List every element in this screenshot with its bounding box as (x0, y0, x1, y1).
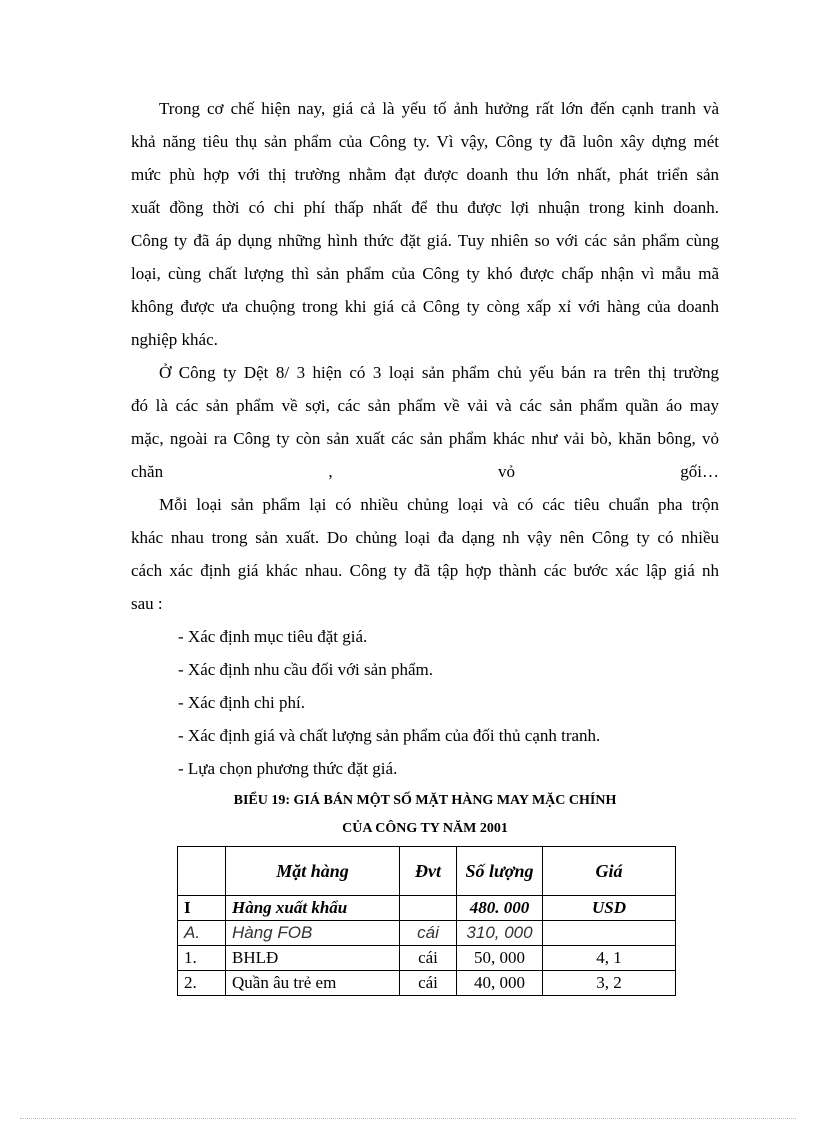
list-item: - Xác định nhu cầu đối với sản phẩm. (178, 660, 433, 679)
text-line: đó là các sản phẩm về sợi, các sản phẩm về vải và các sản phẩm quần áo may (131, 396, 719, 415)
table-cell: cái (400, 921, 457, 946)
price-table (177, 846, 676, 996)
paragraph-pricing-steps (131, 488, 719, 620)
text-line: Công ty đã áp dụng những hình thức đặt giá. Tuy nhiên so với các sản phẩm cùng (131, 231, 719, 250)
text-line: không được ưa chuộng trong khi giá cả Công ty còng xấp xỉ với hàng của doanh (131, 297, 719, 316)
table-header-cell (178, 847, 226, 896)
table-cell: Hàng xuất khẩu (226, 896, 400, 921)
table-cell: A. (178, 921, 226, 946)
table-cell: I (178, 896, 226, 921)
table-row (178, 921, 676, 946)
text-line: Trong cơ chế hiện nay, giá cả là yếu tố ảnh hưởng rất lớn đến cạnh tranh và (159, 99, 719, 118)
table-cell: 480. 000 (457, 896, 543, 921)
table-caption-sub: CỦA CÔNG TY NĂM 2001 (342, 821, 508, 836)
table-cell: 4, 1 (543, 946, 676, 971)
table-cell: Hàng FOB (226, 921, 400, 946)
table-cell: 50, 000 (457, 946, 543, 971)
table-cell (400, 896, 457, 921)
table-header-cell: Số lượng (457, 847, 543, 896)
text-line: xuất đồng thời có chi phí thấp nhất để thu được lợi nhuận trong kinh doanh. (131, 198, 719, 217)
table-cell: 310, 000 (457, 921, 543, 946)
table-row (178, 896, 676, 921)
page-bottom-divider (20, 1118, 796, 1119)
table-header-cell: Mặt hàng (226, 847, 400, 896)
paragraph-price-policy (131, 92, 719, 356)
text-line: khác nhau trong sản xuất. Do chủng loại đa dạng nh vậy nên Công ty có nhiều (131, 528, 719, 547)
table-cell: USD (543, 896, 676, 921)
table-caption: BIỂU 19: GIÁ BÁN MỘT SỐ MẶT HÀNG MAY MẶC CHÍNH (233, 793, 617, 808)
table-cell: cái (400, 971, 457, 996)
text-line: cách xác định giá khác nhau. Công ty đã tập hợp thành các bước xác lập giá nh (131, 561, 719, 580)
text-line: mặc, ngoài ra Công ty còn sản xuất các sản phẩm khác như vải bò, khăn bông, vỏ (131, 429, 719, 448)
table-cell: 2. (178, 971, 226, 996)
table-row (178, 946, 676, 971)
paragraph-product-types (131, 356, 719, 488)
text-line: Mỗi loại sản phẩm lại có nhiều chủng loại và có các tiêu chuẩn pha trộn (159, 495, 719, 514)
text-line: Ở Công ty Dệt 8/ 3 hiện có 3 loại sản phẩm chủ yếu bán ra trên thị trường (159, 363, 719, 382)
list-item: - Xác định giá và chất lượng sản phẩm của đối thủ cạnh tranh. (178, 726, 601, 745)
table-cell: BHLĐ (226, 946, 400, 971)
table-cell: cái (400, 946, 457, 971)
table-cell: Quần âu trẻ em (226, 971, 400, 996)
list-item: - Lựa chọn phương thức đặt giá. (178, 759, 398, 778)
list-item: - Xác định chi phí. (178, 693, 305, 712)
text-line: chăn , vỏ gối… (131, 462, 719, 481)
list-item: - Xác định mục tiêu đặt giá. (178, 627, 368, 646)
table-header-row (178, 847, 676, 896)
table-header-cell: Đvt (400, 847, 457, 896)
text-line: sau : (131, 594, 163, 613)
table-row (178, 971, 676, 996)
text-line: mức phù hợp với thị trường nhằm đạt được doanh thu lớn nhất, phát triển sản (131, 165, 719, 184)
text-line: khả năng tiêu thụ sản phẩm của Công ty. Vì vậy, Công ty đã luôn xây dựng mét (131, 132, 719, 151)
table-cell: 3, 2 (543, 971, 676, 996)
table-cell (543, 921, 676, 946)
table-cell: 40, 000 (457, 971, 543, 996)
table-cell: 1. (178, 946, 226, 971)
table-header-cell: Giá (543, 847, 676, 896)
text-line: nghiệp khác. (131, 330, 218, 349)
text-line: loại, cùng chất lượng thì sản phẩm của Công ty khó được chấp nhận vì mẫu mã (131, 264, 719, 283)
